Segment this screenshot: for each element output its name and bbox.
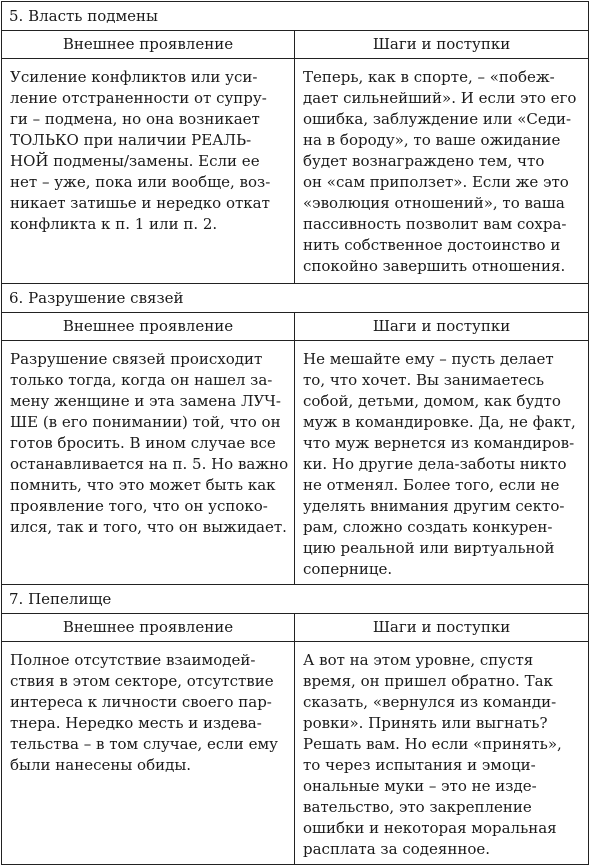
text-line: сопернице. — [303, 560, 393, 578]
text-line: то, что хочет. Вы занимаетесь — [303, 371, 545, 389]
text-line: не отменял. Более того, если не — [303, 476, 560, 494]
text-line: вательство, это закрепление — [303, 798, 532, 816]
text-line: Разрушение связей происходит — [10, 350, 263, 368]
actions-cell — [295, 341, 589, 585]
text-line: ошибка, заблуждение или «Седи- — [303, 110, 572, 128]
text-line: ился, так и того, что он выжидает. — [10, 518, 287, 536]
section-title: 5. Власть подмены — [2, 2, 589, 31]
text-line: Теперь, как в спорте, – «побеж- — [303, 68, 555, 86]
text-line: помнить, что это может быть как — [10, 476, 276, 494]
text-line: рам, сложно создать конкурен- — [303, 518, 553, 536]
text-line: спокойно завершить отношения. — [303, 257, 566, 275]
text-line: нить собственное достоинство и — [303, 236, 561, 254]
text-line: тельства – в том случае, если ему — [10, 735, 278, 753]
manifestation-cell — [2, 341, 295, 585]
text-line: мену женщине и эта замена ЛУЧ- — [10, 392, 281, 410]
text-line: НОЙ подмены/замены. Если ее — [10, 152, 260, 170]
text-line: никает затишье и нередко откат — [10, 194, 270, 212]
section-title: 6. Разрушение связей — [2, 284, 589, 313]
manifestation-cell — [2, 59, 295, 284]
text-line: готов бросить. В ином случае все — [10, 434, 276, 452]
text-line: были нанесены обиды. — [10, 756, 192, 774]
column-header-actions: Шаги и поступки — [295, 31, 589, 59]
text-line: А вот на этом уровне, спустя — [303, 651, 534, 669]
text-line: время, он пришел обратно. Так — [303, 672, 553, 690]
text-line: ровки». Принять или выгнать? — [303, 714, 548, 732]
text-line: Не мешайте ему – пусть делает — [303, 350, 554, 368]
text-line: ление отстраненности от супру- — [10, 89, 267, 107]
text-line: тнера. Нередко месть и издева- — [10, 714, 262, 732]
text-line: пассивность позволит вам сохра- — [303, 215, 567, 233]
column-header-actions: Шаги и поступки — [295, 614, 589, 642]
text-line: ТОЛЬКО при наличии РЕАЛЬ- — [10, 131, 252, 149]
text-line: собой, детьми, домом, как будто — [303, 392, 561, 410]
section-title: 7. Пепелище — [2, 585, 589, 614]
text-line: на в бороду», то ваше ожидание — [303, 131, 561, 149]
column-header-manifestation: Внешнее проявление — [2, 614, 295, 642]
actions-cell — [295, 642, 589, 865]
text-line: расплата за содеянное. — [303, 840, 490, 858]
text-line: останавливается на п. 5. Но важно — [10, 455, 289, 473]
text-line: что муж вернется из командиров- — [303, 434, 575, 452]
document-page — [1, 1, 588, 865]
text-line: Решать вам. Но если «принять», — [303, 735, 562, 753]
text-line: Усиление конфликтов или уси- — [10, 68, 258, 86]
phases-table — [1, 1, 589, 865]
text-line: он «сам приползет». Если же это — [303, 173, 569, 191]
text-line: ональные муки – это не издe- — [303, 777, 537, 795]
text-line: ШЕ (в его понимании) той, что он — [10, 413, 281, 431]
text-line: будет вознаграждено тем, что — [303, 152, 545, 170]
actions-cell — [295, 59, 589, 284]
text-line: нет – уже, пока или вообще, воз- — [10, 173, 271, 191]
column-header-actions: Шаги и поступки — [295, 313, 589, 341]
text-line: конфликта к п. 1 или п. 2. — [10, 215, 218, 233]
text-line: «эволюция отношений», то ваша — [303, 194, 565, 212]
manifestation-cell — [2, 642, 295, 865]
text-line: муж в командировке. Да, не факт, — [303, 413, 576, 431]
text-line: то через испытания и эмоци- — [303, 756, 536, 774]
text-line: интереса к личности своего пар- — [10, 693, 272, 711]
text-line: уделять внимания другим секто- — [303, 497, 565, 515]
text-line: ки. Но другие дела-заботы никто — [303, 455, 567, 473]
text-line: цию реальной или виртуальной — [303, 539, 555, 557]
text-line: ги – подмена, но она возникает — [10, 110, 260, 128]
text-line: ошибки и некоторая моральная — [303, 819, 557, 837]
text-line: проявление того, что он успоко- — [10, 497, 268, 515]
text-line: Полное отсутствие взаимодей- — [10, 651, 256, 669]
text-line: сказать, «вернулся из команди- — [303, 693, 557, 711]
column-header-manifestation: Внешнее проявление — [2, 313, 295, 341]
text-line: только тогда, когда он нашел за- — [10, 371, 273, 389]
text-line: дает сильнейший». И если это его — [303, 89, 577, 107]
text-line: ствия в этом секторе, отсутствие — [10, 672, 274, 690]
column-header-manifestation: Внешнее проявление — [2, 31, 295, 59]
